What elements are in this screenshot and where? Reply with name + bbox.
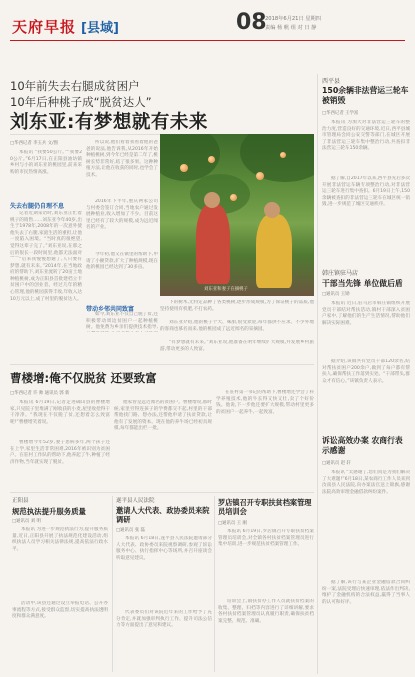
bottom-divider-1 (112, 496, 113, 672)
peach-fruit (280, 152, 286, 158)
bottom1-byline: □通讯员 刘 明 (12, 519, 41, 524)
side-mid-byline: □通讯员 王勋 (322, 292, 350, 297)
side-bottom-title: 诉讼高效办案 农商行表示感谢 (322, 436, 403, 455)
bottom3-title: 罗店镇召开专职扶贫档案管理员培训会 (218, 498, 312, 516)
foliage-shape (240, 134, 314, 182)
lead-headline: 刘东亚:有梦想就有未来 (10, 112, 208, 133)
right-paragraph-3: “有梦想就有未来。”刘东亚说,他准备在明年继续扩大规模,并发展乡村旅游,带动更多的人致富。 (160, 340, 314, 352)
bottom2-byline: □通讯员 张 磊 (116, 528, 145, 533)
bottom3-paragraph-2: 培训会上,镇扶贫办工作人员就扶贫档案的收集、整理、归档等内容进行了详细讲解,要求各村扶贫档案管理员认真履行职责,确保扶贫档案完整、规范、准确。 (218, 599, 314, 624)
lead-subhead-2: 带动乡邻共同致富 (86, 306, 135, 313)
mid-paragraph-3: 今年初,他又在镇里的帮助下,申请了小额贷款,扩大了种植规模,现在他的桃园已经达到了30多亩。 (86, 252, 158, 271)
lead-paragraph-1: 本报讯 “我要50公斤。”“我要20公斤。”6月17日,在正阳县油坊镇乡村与小的刘东亚的桃园里,前来采购的市民热情高涨。 (10, 150, 82, 175)
side-mid-paragraph-1: 本报讯 近日,驻马店市韩庄镇组织开展党员干部结对帮扶活动,镇村干部深入贫困户家中,了解他们的生产生活情况,帮助他们解决实际困难。 (322, 301, 410, 326)
lead-byline: □华西记者 李玉兵 文/图 (10, 141, 58, 146)
date-line: 2018年6月21日 星期四 (265, 16, 321, 22)
lead-photo (160, 134, 314, 296)
second-story-paragraph-2: 曹楼增今年52岁,妻子患病多年,两个孩子还在上学,家里生活非常困难,2016年被识别为贫困户。在驻村工作队的帮助下,他养起了牛,种植了经济作物,当年就实现了脱贫。 (10, 440, 110, 465)
side-bottom-paragraph-1: 本报讯 “太感谢了,您们真是为我们解决了大难题!”6月18日,某农商行工作人员来到汝南县人民法院,向办案法官送上锦旗,感谢法院高效审理金融借款纠纷案件。 (322, 470, 410, 495)
second-story-title: 曹楼增:俺不仅脱贫 还要致富 (10, 371, 157, 385)
bottom1-kicker: 正阳县 (12, 498, 29, 504)
photo-caption: 刘东亚和妻子在摘桃子 (204, 287, 248, 292)
woman-head (264, 202, 280, 218)
lead-kicker-2: 10年后种桃子成“脱贫达人” (10, 95, 152, 109)
newspaper-logo: 天府早报 (12, 18, 77, 36)
peach-fruit (230, 194, 237, 201)
header-meta (265, 15, 321, 33)
right-paragraph-2: 刘东亚介绍,他的桃子个大、味甜,很受欢迎,每年都供不应求。不少外地的客商也慕名而来,他的桃园成了远近闻名的采摘园。 (160, 320, 314, 332)
side-bottom-byline: □通讯员 赵 轩 (322, 461, 351, 466)
farmer-figure (196, 204, 230, 284)
lead-paragraph-4: 如今,刘东亚不仅自己脱了贫,还积极带动周边贫困户一起种植桃树。他免费为乡亲们提供技术指导, (86, 312, 158, 331)
second-story-paragraph-1: 本报讯 6月19日,记者走进确山县的曹楼增家,只见院子里堆满了刚收获的小麦,屋里收拾得干干净净。“我现在不仅脱了贫,还想着怎么致富呢!”曹楼增笑着说。 (10, 400, 110, 425)
peach-fruit (208, 156, 215, 163)
header-rule (10, 40, 405, 41)
bottom1-paragraph-2: 活动中,该县还通过设立举报电话、公开办事流程等方式,接受群众监督,切实提高执法透明度和群众满意度。 (12, 601, 108, 620)
side-mid-title: 干部当先锋 单位做后盾 (322, 279, 403, 288)
second-story-byline: □华西记者 许 帅 通讯员 郭 新 (10, 391, 70, 396)
bottom3-paragraph-1: 本报讯 6月19日,罗店镇召开专职扶贫档案管理员培训会,对全镇各村扶贫档案管理员进行集中培训,进一步规范扶贫档案管理工作。 (218, 529, 314, 548)
section-label: [县域] (81, 21, 119, 36)
bottom3-byline: □通讯员 王 刚 (218, 521, 247, 526)
bottom-row-rule (10, 492, 314, 493)
side-mid-paragraph-2: 据介绍,该镇共有党员干部120余名,结对帮扶贫困户200余户,做到了每户都有帮扶人,确保帮扶工作落到实处。“干部带头,群众才有信心。”该镇负责人表示。 (322, 359, 410, 384)
side-top-title: 150余辆非法营运三轮车被销毁 (322, 86, 409, 105)
peach-fruit (180, 164, 188, 172)
bottom-divider-2 (214, 496, 215, 672)
side-top-paragraph-2: 据了解,自2017年以来,西平县先后多次开展非法营运车辆专项整治行动,对非法营运三轮车进行集中查扣。6月19日上午,150余辆被查扣的非法营运三轮车在城区统一销毁,进一步规范了城区交通秩序。 (322, 176, 410, 208)
lead-kicker-1: 10年前失去右腿成贫困户 (10, 79, 140, 93)
side-bottom-paragraph-2: 据了解,该行与某企业金融借款合同纠纷一案,法院受理后快速审理,依法作出判决,维护了金融机构的合法权益,赢得了当事人的认可和好评。 (322, 580, 410, 605)
bottom2-paragraph-2: 代表委员们对该院近年来的工作给予了充分肯定,并就加强审判执行工作、提升司法公信力等方面提出了意见和建议。 (116, 610, 212, 629)
farmer-head (204, 192, 220, 208)
bottom1-title: 规范执法提升服务质量 (12, 507, 86, 516)
side-top-paragraph-1: 本报讯 为加大对非法营运三轮车的整治力度,营造良好的交通环境,近日,西平县城市管理局会同公安交警等部门,在城区开展了非法营运三轮车集中整治行动,共查扣非法营运三轮车150余辆。 (322, 120, 410, 152)
lead-subhead: 失去右腿仍自理不息 (10, 203, 65, 210)
page-header (0, 0, 415, 68)
side-mid-kicker: 韩庄镇驻马店 (322, 270, 359, 277)
page-number: 08 (236, 10, 267, 35)
bottom1-paragraph-1: 本报讯 为进一步规范执法行为,提升服务质量,近日,正阳县开展了执法规范化建设活动,组织执法人员学习相关法律法规,提高依法行政水平。 (12, 527, 108, 552)
mid-paragraph-2: 2016年下半年,重庆两家公司与村委会签订合同,当地农户通过发展种植业,收入增加了不少。目前这里已经有了较大的规模,成为远近闻名的产业。 (86, 199, 158, 231)
mid-paragraph-1: 所以说,他们看着我看着他的爸爸的说法,他告诉我,从2016年开始种植桃树,到今年已经是第二年了,桃树长势非常好,结了很多果。这种种植方法,让他在收获的同时,也学会了技术。 (86, 140, 158, 178)
column-divider (317, 74, 318, 674)
editors-line: 责编 杨 帆 组 对 日 静 (265, 25, 317, 31)
second-story-rule (10, 364, 314, 365)
second-story-column-2: 他家曾是远近闻名的贫困户。曹楼增说,那时候,家里穷得连孩子的学费都交不起,村里的干部帮他找门路、想办法,还帮他申请了扶贫贷款,让他有了发展的资本。现在他的养牛场已经初具规模,每年都能出栏一批。 (114, 400, 212, 432)
bottom2-paragraph-1: 本报讯 6月18日,遂平县人民法院邀请部分人大代表、政协委员来院视察调研,参观了诉讼服务中心、执行指挥中心等场所,并召开座谈会听取意见建议。 (116, 536, 212, 561)
side-top-byline: □华西记者 王学富 (322, 111, 359, 116)
bottom2-title: 邀请人大代表、政协委员来院调研 (116, 506, 210, 524)
right-paragraph-1: 下的树木,无特定品种了各类桃树,逐步形成规模,为了保证桃子的品质,他坚持使用有机肥,不打农药。 (160, 300, 314, 312)
lead-paragraph-2: 记者近期采访时,刘东亚正忙着桃子的销售……刘东亚今年40岁,出生于1978年,2008年的一次意外使他失去了右腿,家庭生活的重担,让他一度陷入困境。“当时真的很绝望,觉得这辈子完了。”刘东亚说,在那之后的很长一段时间里,他都无法面对 (10, 211, 82, 256)
woman-figure (256, 214, 292, 288)
lead-paragraph-3: “后来我慢慢想通了,人只要有梦想,就有未来。”2014年,在当地政府的帮助下,刘东亚流转了20亩土地种植桃树,成为正阳县首批建档立卡贫困户中的创业者。经过几年的精心管理,他的桃园获得丰收,年收入达10万元以上,成了村里的脱贫达人。 (10, 257, 82, 302)
bottom2-kicker: 遂平县人民法院 (116, 498, 155, 504)
peach-fruit (256, 172, 264, 180)
second-story-column-3: 在驻村第一书记的帮助下,曹楼增还学会了科学养殖技术,他的牛长得又快又壮,卖了个好价钱。他说,下一步他还要扩大规模,带动村里更多的贫困户一起养牛,一起致富。 (216, 390, 314, 415)
side-top-kicker: 西平县 (322, 78, 341, 85)
